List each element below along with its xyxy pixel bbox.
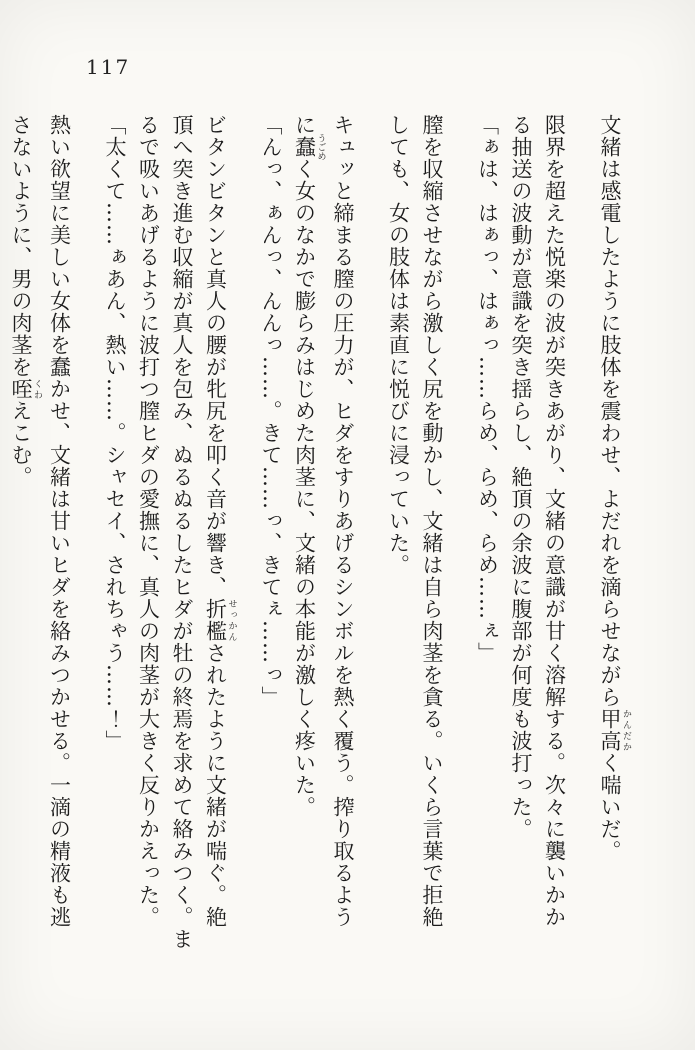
text-line: キュッと締まる膣の圧力が、ヒダをすりあげるシンボルを熱く覆う。搾り取るよう xyxy=(331,114,355,928)
text-line: ビタンビタンと真人の腰が牝尻を叩く音が響き、折檻 せっかんされたように文緒が喘ぐ。絶 xyxy=(203,114,237,928)
text-line: 「んっ、ぁんっ、んんっ……。きて……っ、きてぇ……っ」 xyxy=(259,114,283,708)
text-line: 熱い欲望に美しい女体を蠢かせ、文緒は甘いヒダを絡みつかせる。一滴の精液も逃 xyxy=(47,114,72,928)
furigana-annotation: 折檻 せっかん xyxy=(203,598,237,642)
text-line: 頂へ突き進む収縮が真人を包み、ぬるぬるしたヒダが牡の終焉を求めて絡みつく。ま xyxy=(170,114,194,950)
text-line: 文緒は感電したように肢体を震わせ、よだれを滴らせながら甲高 かんだかく喘いだ。 xyxy=(598,114,631,862)
furigana-annotation: 甲高 かんだか xyxy=(598,708,631,752)
text-line: る抽送の波動が意識を突き揺らし、絶頂の余波に腹部が何度も波打った。 xyxy=(509,114,533,840)
furigana-annotation: 咥 くわ xyxy=(9,378,42,400)
text-line: に蠢 うごめく女のなかで膨らみはじめた肉茎に、文緒の本能が激しく疼いた。 xyxy=(292,114,326,818)
text-line: 限界を超えた悦楽の波が突きあがり、文緒の意識が甘く溶解する。次々に襲いかか xyxy=(542,114,567,928)
text-line: 「太くて……ぁあん、熱い……。シャセイ、されちゃう……！」 xyxy=(103,114,127,752)
text-line: しても、女の肢体は素直に悦びに浸っていた。 xyxy=(386,114,411,576)
text-line: さないように、男の肉茎を咥 くわえこむ。 xyxy=(9,114,42,488)
text-line: 膣を収縮させながら激しく尻を動かし、文緒は自ら肉茎を貪る。いくら言葉で拒絶 xyxy=(420,114,444,928)
furigana-annotation: 蠢 うごめ xyxy=(292,133,326,161)
text-line xyxy=(0,114,4,932)
page-number: 117 xyxy=(86,55,131,79)
text-line: るで吸いあげるように波打つ膣ヒダの愛撫に、真人の肉茎が大きく反りかえった。 xyxy=(136,114,161,928)
text-block xyxy=(0,114,631,954)
text-line: 「ぁは、はぁっ、はぁっ……らめ、らめ、らめ……ぇ」 xyxy=(475,114,500,664)
